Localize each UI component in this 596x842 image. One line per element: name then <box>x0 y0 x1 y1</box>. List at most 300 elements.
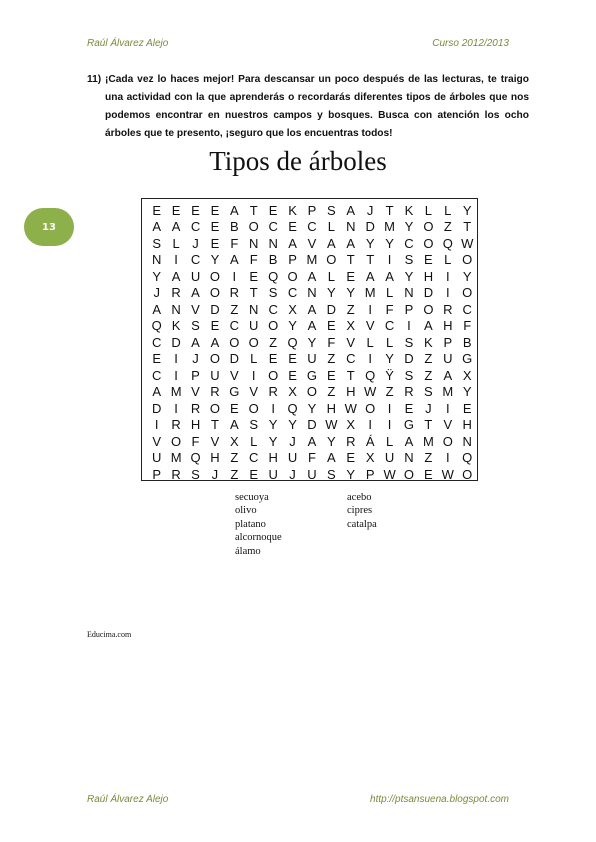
grid-letter: Z <box>327 384 336 400</box>
grid-letter: A <box>307 268 317 284</box>
grid-letter: L <box>385 334 394 350</box>
grid-letter: S <box>152 235 162 251</box>
grid-letter: Z <box>424 450 433 466</box>
grid-letter: O <box>462 252 473 268</box>
grid-letter: I <box>174 400 178 416</box>
grid-letter: R <box>171 417 181 433</box>
grid-letter: A <box>191 285 200 301</box>
grid-letter: I <box>174 367 178 383</box>
grid-letter: H <box>346 384 356 400</box>
grid-letter: W <box>364 384 377 400</box>
grid-letter: Y <box>210 252 220 268</box>
grid-letter: F <box>385 301 394 317</box>
grid-letter: Y <box>346 285 356 301</box>
grid-letter: H <box>443 318 453 334</box>
grid-letter: X <box>346 318 356 334</box>
grid-letter: E <box>404 400 414 416</box>
grid-letter: Q <box>268 268 279 284</box>
grid-letter: E <box>424 466 433 482</box>
grid-letter: A <box>288 235 297 251</box>
word-list-item: álamo <box>235 545 261 557</box>
grid-letter: R <box>268 384 278 400</box>
grid-letter: A <box>346 202 356 218</box>
grid-letter: I <box>445 268 450 284</box>
grid-letter: N <box>268 235 278 251</box>
grid-letter: E <box>229 400 239 416</box>
grid-letter: L <box>172 235 180 251</box>
grid-letter: A <box>229 202 239 218</box>
grid-letter: O <box>423 301 434 317</box>
grid-letter: I <box>445 285 450 301</box>
grid-letter: L <box>424 202 432 218</box>
grid-letter: P <box>152 466 162 482</box>
grid-letter: U <box>443 351 453 367</box>
grid-letter: X <box>346 417 356 433</box>
grid-letter: S <box>404 252 414 268</box>
grid-letter: I <box>387 417 392 433</box>
grid-letter: O <box>365 400 376 416</box>
grid-letter: Z <box>230 301 239 317</box>
grid-row <box>142 334 477 351</box>
grid-letter: T <box>463 219 472 235</box>
grid-letter: S <box>327 466 336 482</box>
grid-letter: V <box>346 334 356 350</box>
grid-letter: Q <box>442 235 453 251</box>
grid-letter: P <box>443 334 453 350</box>
grid-letter: J <box>289 433 296 449</box>
grid-letter: K <box>171 318 181 334</box>
grid-row <box>142 384 477 401</box>
grid-letter: Q <box>151 318 162 334</box>
grid-letter: J <box>211 466 219 482</box>
grid-letter: B <box>268 252 278 268</box>
grid-letter: K <box>404 202 414 218</box>
grid-row <box>142 268 477 285</box>
grid-letter: U <box>268 466 278 482</box>
grid-letter: R <box>171 285 181 301</box>
grid-letter: C <box>190 219 201 235</box>
grid-letter: P <box>307 202 317 218</box>
grid-letter: I <box>232 268 237 284</box>
grid-letter: Y <box>385 351 394 367</box>
grid-letter: R <box>229 285 240 301</box>
grid-letter: M <box>364 285 376 301</box>
grid-letter: Z <box>230 450 239 466</box>
grid-letter: T <box>249 202 258 218</box>
grid-letter: T <box>210 417 219 433</box>
grid-letter: C <box>346 351 356 367</box>
grid-letter: A <box>171 219 181 235</box>
grid-letter: D <box>210 301 220 317</box>
grid-letter: Y <box>288 417 297 433</box>
grid-letter: S <box>191 466 200 482</box>
grid-row <box>142 400 477 417</box>
grid-letter: Y <box>307 334 317 350</box>
grid-letter: O <box>248 334 259 350</box>
grid-letter: Ÿ <box>385 367 394 383</box>
grid-letter: M <box>442 384 454 400</box>
grid-letter: T <box>249 285 258 301</box>
grid-letter: X <box>288 384 297 400</box>
grid-letter: J <box>192 351 199 367</box>
grid-letter: K <box>288 202 297 218</box>
grid-row <box>142 235 477 252</box>
grid-letter: Y <box>462 268 472 284</box>
word-list-item: alcornoque <box>235 532 282 544</box>
grid-letter: T <box>385 202 394 218</box>
grid-letter: D <box>307 417 317 433</box>
word-list-item: cipres <box>347 505 373 517</box>
grid-letter: O <box>248 400 259 416</box>
grid-letter: L <box>444 252 452 268</box>
grid-letter: O <box>462 466 473 482</box>
grid-letter: D <box>365 219 375 235</box>
grid-letter: A <box>152 384 162 400</box>
grid-letter: O <box>229 334 240 350</box>
grid-letter: Z <box>230 466 239 482</box>
grid-letter: Q <box>462 450 473 466</box>
grid-letter: I <box>387 252 392 268</box>
grid-letter: O <box>326 252 337 268</box>
grid-letter: A <box>385 268 394 284</box>
grid-letter: F <box>307 450 316 466</box>
grid-letter: E <box>268 351 278 367</box>
grid-letter: N <box>404 285 414 301</box>
grid-letter: V <box>229 367 239 383</box>
grid-letter: O <box>423 219 434 235</box>
grid-letter: R <box>443 301 453 317</box>
grid-letter: O <box>423 235 434 251</box>
grid-letter: W <box>441 466 454 482</box>
grid-letter: E <box>327 318 336 334</box>
grid-letter: O <box>209 351 220 367</box>
grid-letter: U <box>287 450 298 466</box>
grid-letter: L <box>385 433 394 449</box>
grid-letter: A <box>307 318 317 334</box>
grid-letter: E <box>191 202 200 218</box>
grid-letter: O <box>442 433 453 449</box>
word-list-item: catalpa <box>347 518 377 530</box>
exercise-text: ¡Cada vez lo haces mejor! Para descansar un poco después de las lecturas, te traigo una actividad con la que aprenderás o recordarás diferentes tipos de árboles que nos podemos encontrar en nuestros campos y bosques. Busca con atención los ocho árboles que te presento, ¡seguro que los encuentras todos! <box>105 74 529 139</box>
grid-letter: T <box>366 252 375 268</box>
grid-letter: Y <box>288 318 297 334</box>
source-credit: Educima.com <box>87 630 132 639</box>
grid-letter: V <box>443 417 453 433</box>
grid-letter: E <box>152 202 162 218</box>
grid-letter: L <box>327 268 335 284</box>
grid-letter: M <box>422 433 434 449</box>
grid-row <box>142 367 477 384</box>
grid-letter: S <box>404 334 414 350</box>
grid-letter: C <box>190 252 201 268</box>
grid-letter: X <box>365 450 375 466</box>
grid-letter: P <box>365 466 375 482</box>
grid-letter: W <box>325 417 338 433</box>
word-list-item: secuoya <box>235 492 269 503</box>
grid-letter: E <box>288 367 297 383</box>
grid-row <box>142 466 477 483</box>
grid-letter: A <box>307 301 317 317</box>
grid-letter: Y <box>327 433 336 449</box>
grid-letter: A <box>307 433 317 449</box>
grid-letter: H <box>326 400 337 416</box>
grid-letter: A <box>210 334 220 350</box>
grid-letter: V <box>210 433 220 449</box>
grid-letter: C <box>268 301 278 317</box>
grid-letter: U <box>249 318 259 334</box>
grid-letter: I <box>368 417 372 433</box>
grid-letter: C <box>268 219 278 235</box>
grid-letter: Q <box>365 367 376 383</box>
grid-letter: E <box>210 202 220 218</box>
grid-letter: S <box>404 367 414 383</box>
grid-letter: U <box>307 351 317 367</box>
grid-letter: C <box>307 219 317 235</box>
grid-letter: Q <box>287 400 298 416</box>
grid-letter: O <box>403 466 415 482</box>
grid-letter: T <box>346 252 355 268</box>
grid-letter: Y <box>404 268 414 284</box>
grid-letter: L <box>444 202 452 218</box>
grid-letter: E <box>288 219 297 235</box>
grid-letter: D <box>326 301 337 317</box>
grid-letter: H <box>423 268 434 284</box>
grid-letter: E <box>462 400 472 416</box>
footer-url[interactable]: http://ptsansuena.blogspot.com <box>370 794 509 805</box>
grid-letter: A <box>424 318 433 334</box>
grid-letter: F <box>463 318 472 334</box>
grid-letter: V <box>191 384 200 400</box>
grid-letter: O <box>306 384 318 400</box>
grid-letter: G <box>403 417 415 433</box>
puzzle-title: Tipos de árboles <box>209 146 387 176</box>
grid-letter: Z <box>424 367 433 383</box>
grid-letter: D <box>229 351 240 367</box>
grid-letter: G <box>462 351 473 367</box>
grid-letter: R <box>171 466 181 482</box>
grid-letter: A <box>152 301 162 317</box>
grid-letter: Y <box>462 202 472 218</box>
grid-letter: R <box>210 384 220 400</box>
word-list-item: olivo <box>235 505 257 517</box>
grid-letter: A <box>229 417 239 433</box>
exercise-instructions <box>87 71 529 143</box>
grid-letter: B <box>462 334 472 350</box>
grid-letter: C <box>384 318 395 334</box>
grid-letter: J <box>425 400 432 416</box>
grid-letter: U <box>210 367 220 383</box>
exercise-number: 11) <box>87 74 102 85</box>
grid-letter: M <box>306 252 318 268</box>
grid-letter: V <box>307 235 317 251</box>
grid-letter: Y <box>152 268 162 284</box>
grid-letter: W <box>383 466 396 482</box>
grid-letter: D <box>171 334 181 350</box>
grid-letter: O <box>268 367 279 383</box>
grid-letter: L <box>327 219 335 235</box>
grid-letter: Á <box>365 433 375 449</box>
grid-letter: J <box>366 202 374 218</box>
grid-letter: S <box>424 384 433 400</box>
grid-letter: C <box>249 450 259 466</box>
grid-letter: M <box>384 219 395 235</box>
grid-letter: I <box>271 400 275 416</box>
grid-letter: D <box>404 351 414 367</box>
grid-letter: O <box>171 433 182 449</box>
grid-letter: Z <box>443 219 452 235</box>
footer-author: Raúl Álvarez Alejo <box>87 794 169 805</box>
grid-letter: Z <box>385 384 394 400</box>
grid-letter: N <box>249 235 259 251</box>
grid-letter: E <box>210 235 220 251</box>
page-number-badge: 13 <box>24 208 74 246</box>
grid-letter: E <box>327 367 336 383</box>
grid-letter: A <box>171 268 181 284</box>
grid-letter: E <box>210 318 220 334</box>
grid-letter: V <box>365 318 375 334</box>
grid-letter: Z <box>346 301 355 317</box>
word-list-item: platano <box>235 518 266 530</box>
grid-letter: S <box>249 417 259 433</box>
grid-row <box>142 433 477 450</box>
grid-letter: A <box>327 235 336 251</box>
header-author: Raúl Álvarez Alejo <box>87 38 169 49</box>
grid-letter: Y <box>404 219 414 235</box>
grid-row <box>142 285 477 302</box>
grid-letter: G <box>306 367 318 383</box>
grid-letter: O <box>462 285 473 301</box>
grid-letter: F <box>327 334 336 350</box>
grid-letter: H <box>462 417 472 433</box>
grid-letter: C <box>152 367 162 383</box>
grid-row <box>142 202 477 219</box>
grid-letter: V <box>249 384 259 400</box>
grid-letter: T <box>346 367 355 383</box>
grid-letter: O <box>268 318 279 334</box>
grid-letter: Y <box>346 466 356 482</box>
grid-letter: S <box>268 285 278 301</box>
word-search-grid <box>141 198 478 481</box>
grid-letter: D <box>152 400 162 416</box>
grid-letter: K <box>424 334 433 350</box>
grid-letter: Z <box>269 334 278 350</box>
grid-letter: I <box>368 301 372 317</box>
grid-letter: A <box>152 219 162 235</box>
grid-letter: I <box>445 450 450 466</box>
grid-letter: L <box>366 334 374 350</box>
grid-letter: R <box>404 384 414 400</box>
grid-letter: I <box>174 351 178 367</box>
grid-letter: Y <box>365 235 375 251</box>
grid-letter: O <box>209 285 220 301</box>
header-course: Curso 2012/2013 <box>432 38 509 49</box>
grid-letter: O <box>248 219 259 235</box>
grid-letter: I <box>387 400 392 416</box>
grid-letter: E <box>346 268 356 284</box>
grid-letter: J <box>153 285 160 301</box>
grid-letter: C <box>229 318 240 334</box>
grid-letter: T <box>424 417 433 433</box>
grid-letter: A <box>229 252 239 268</box>
grid-letter: R <box>346 433 356 449</box>
grid-letter: O <box>209 400 220 416</box>
grid-letter: E <box>249 268 259 284</box>
grid-letter: V <box>191 301 200 317</box>
word-list-right <box>347 491 377 531</box>
grid-letter: O <box>287 268 298 284</box>
grid-letter: Y <box>327 285 336 301</box>
grid-letter: M <box>170 384 182 400</box>
grid-letter: H <box>210 450 220 466</box>
grid-letter: W <box>461 235 474 251</box>
grid-letter: S <box>191 318 200 334</box>
grid-letter: C <box>287 285 298 301</box>
grid-letter: U <box>190 268 201 284</box>
grid-letter: Z <box>424 351 433 367</box>
grid-letter: U <box>384 450 395 466</box>
grid-letter: R <box>190 400 201 416</box>
grid-letter: A <box>327 450 336 466</box>
grid-row <box>142 351 477 368</box>
grid-letter: I <box>174 252 178 268</box>
grid-letter: N <box>249 301 259 317</box>
grid-letter: Y <box>307 400 317 416</box>
grid-letter: P <box>288 252 297 268</box>
grid-letter: Y <box>268 433 278 449</box>
grid-letter: B <box>229 219 239 235</box>
grid-letter: L <box>250 433 258 449</box>
grid-letter: E <box>424 252 433 268</box>
grid-letter: Q <box>287 334 298 350</box>
grid-letter: I <box>368 351 372 367</box>
grid-letter: W <box>344 400 357 416</box>
grid-letter: A <box>443 367 453 383</box>
grid-letter: M <box>170 450 182 466</box>
grid-letter: E <box>152 351 162 367</box>
grid-letter: N <box>152 252 162 268</box>
grid-letter: U <box>152 450 162 466</box>
grid-letter: Y <box>268 417 278 433</box>
grid-letter: E <box>268 202 278 218</box>
grid-letter: L <box>250 351 258 367</box>
grid-letter: A <box>365 268 375 284</box>
grid-letter: X <box>462 367 472 383</box>
grid-letter: N <box>404 450 414 466</box>
grid-letter: N <box>462 433 472 449</box>
grid-letter: J <box>192 235 199 251</box>
word-list-item: acebo <box>347 492 372 503</box>
grid-row <box>142 417 477 434</box>
grid-letter: E <box>288 351 297 367</box>
grid-letter: E <box>210 219 220 235</box>
grid-row <box>142 219 477 236</box>
grid-row <box>142 318 477 335</box>
grid-row <box>142 450 477 467</box>
grid-letter: Q <box>190 450 201 466</box>
grid-letter: D <box>423 285 434 301</box>
grid-letter: Z <box>327 351 336 367</box>
grid-letter: X <box>288 301 297 317</box>
grid-letter: I <box>251 367 256 383</box>
grid-letter: V <box>152 433 162 449</box>
grid-letter: N <box>171 301 181 317</box>
grid-letter: A <box>404 433 414 449</box>
grid-letter: U <box>307 466 317 482</box>
grid-letter: Y <box>385 235 394 251</box>
grid-row <box>142 252 477 269</box>
grid-letter: N <box>346 219 356 235</box>
grid-letter: C <box>462 301 472 317</box>
